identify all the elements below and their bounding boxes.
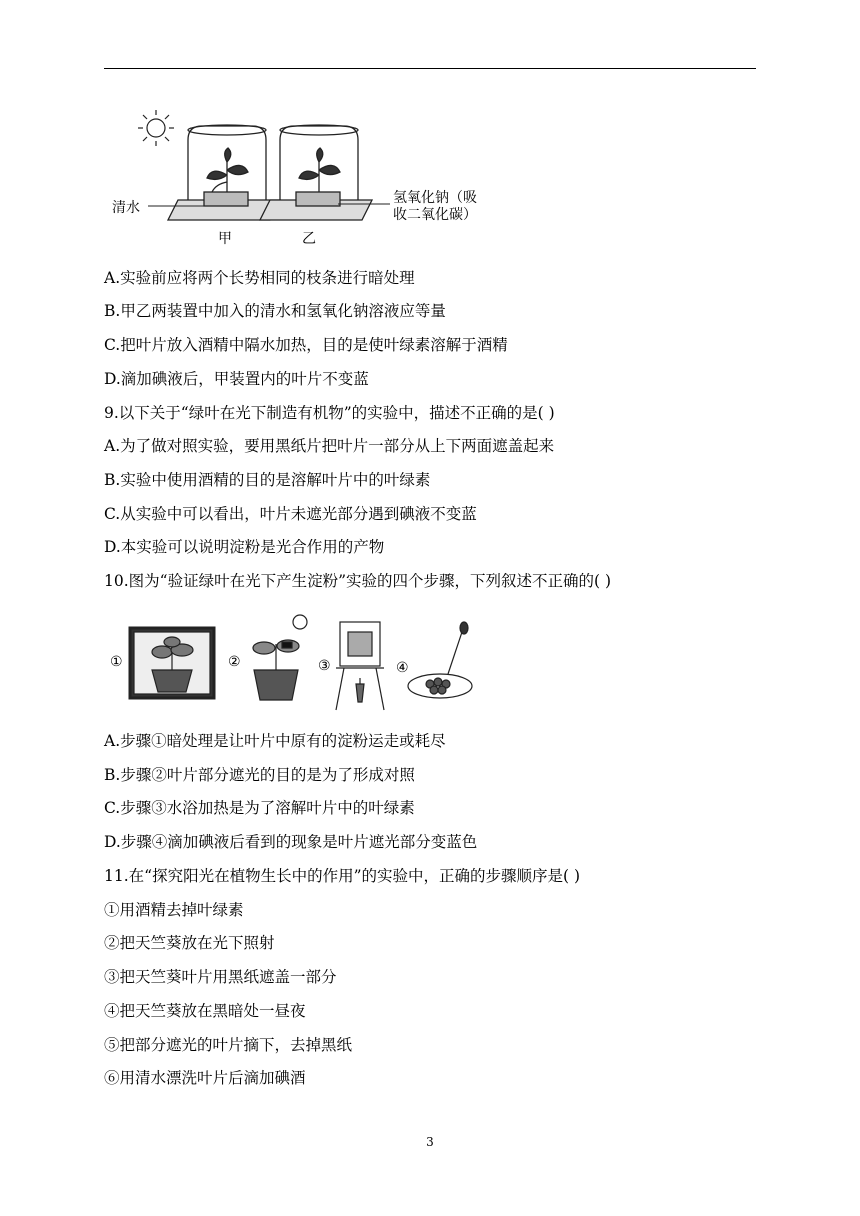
page-number: 3 [426,1135,434,1149]
q10-stem: 10.图为“验证绿叶在光下产生淀粉”实验的四个步骤，下列叙述不正确的( ) [104,572,612,590]
step4-iodine-dish [408,622,472,698]
four-steps-figure [104,612,484,716]
q10-option-a: A.步骤①暗处理是让叶片中原有的淀粉运走或耗尽 [104,732,446,750]
bell-jar-figure [104,100,524,250]
q9-option-d: D.本实验可以说明淀粉是光合作用的产物 [104,538,385,556]
step-label-4: ④ [396,660,409,676]
label-naoh-line1: 氢氧化钠（吸 [393,190,477,206]
q11-step-4: ④把天竺葵放在黑暗处一昼夜 [104,1002,306,1020]
step-label-3: ③ [318,658,331,674]
step-label-1: ① [110,654,123,670]
step-label-2: ② [228,654,241,670]
step2-sunlight-plant [253,615,307,700]
q9-stem: 9.以下关于“绿叶在光下制造有机物”的实验中，描述不正确的是( ) [104,404,555,422]
step1-dark-box [130,628,214,698]
label-yi: 乙 [302,231,316,247]
step3-water-bath [336,622,384,710]
q11-step-6: ⑥用清水漂洗叶片后滴加碘酒 [104,1069,306,1087]
q8-option-d: D.滴加碘液后，甲装置内的叶片不变蓝 [104,370,369,388]
label-water: 清水 [112,200,140,216]
q8-option-b: B.甲乙两装置中加入的清水和氢氧化钠溶液应等量 [104,302,446,320]
q11-stem: 11.在“探究阳光在植物生长中的作用”的实验中，正确的步骤顺序是( ) [104,867,581,885]
q8-option-a: A.实验前应将两个长势相同的枝条进行暗处理 [104,269,415,287]
four-steps-illustration [104,612,484,716]
sun-icon [138,110,174,146]
header-rule [104,68,756,69]
q8-option-c: C.把叶片放入酒精中隔水加热，目的是使叶绿素溶解于酒精 [104,336,508,354]
q10-option-b: B.步骤②叶片部分遮光的目的是为了形成对照 [104,766,415,784]
bell-jar-yi [260,125,372,220]
q11-step-2: ②把天竺葵放在光下照射 [104,934,275,952]
q9-option-c: C.从实验中可以看出，叶片未遮光部分遇到碘液不变蓝 [104,505,477,523]
q10-option-c: C.步骤③水浴加热是为了溶解叶片中的叶绿素 [104,799,415,817]
q11-step-1: ①用酒精去掉叶绿素 [104,901,244,919]
q11-step-3: ③把天竺葵叶片用黑纸遮盖一部分 [104,968,337,986]
q9-option-a: A.为了做对照实验，要用黑纸片把叶片一部分从上下两面遮盖起来 [104,437,555,455]
q11-step-5: ⑤把部分遮光的叶片摘下，去掉黑纸 [104,1036,353,1054]
label-jia: 甲 [218,231,232,247]
q10-option-d: D.步骤④滴加碘液后看到的现象是叶片遮光部分变蓝色 [104,833,478,851]
label-naoh-line2: 收二氧化碳） [393,207,477,223]
q9-option-b: B.实验中使用酒精的目的是溶解叶片中的叶绿素 [104,471,431,489]
